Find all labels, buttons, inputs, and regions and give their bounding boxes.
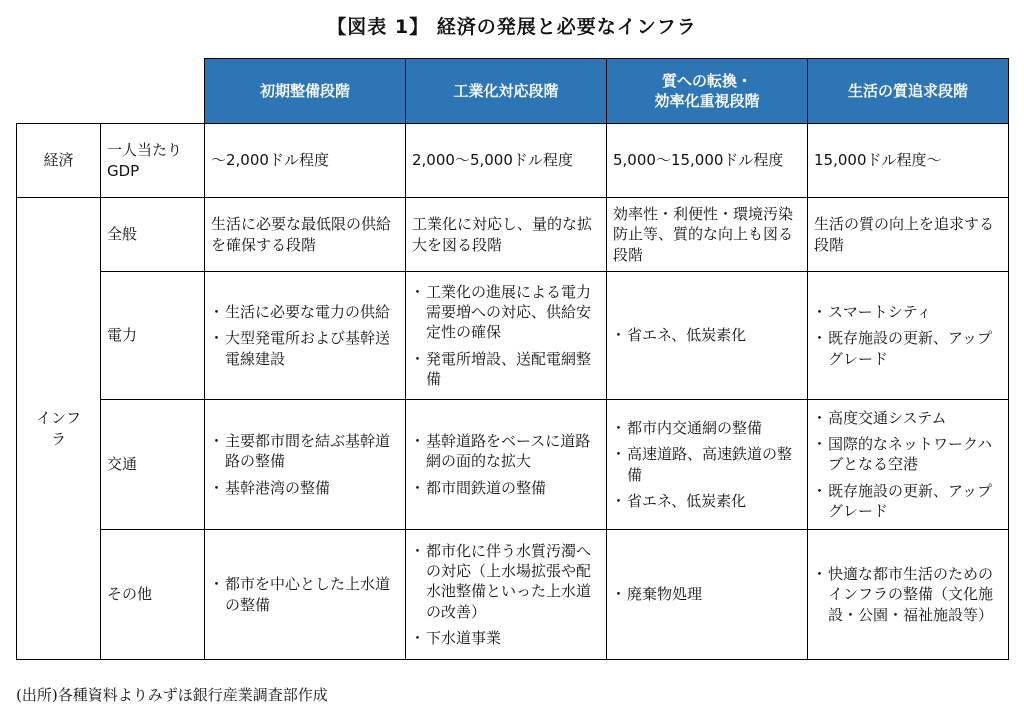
infra-cell bbox=[406, 272, 607, 400]
category-infrastructure: インフラ bbox=[17, 198, 101, 660]
subcategory-other: その他 bbox=[101, 530, 205, 660]
infra-cell bbox=[808, 530, 1009, 660]
bullet-list bbox=[814, 302, 1002, 369]
source-note: (出所)各種資料よりみずほ銀行産業調査部作成 bbox=[16, 686, 328, 704]
bullet-list bbox=[211, 302, 399, 369]
infra-row-power bbox=[17, 272, 1009, 400]
infra-cell bbox=[808, 400, 1009, 530]
bullet-item: ・ 下水道事業 bbox=[412, 628, 600, 648]
infra-cell: 生活の質の向上を追求する段階 bbox=[808, 198, 1009, 272]
bullet-item: ・ 既存施設の更新、アップグレード bbox=[814, 481, 1002, 522]
infra-cell bbox=[808, 272, 1009, 400]
bullet-list bbox=[613, 584, 801, 604]
gdp-cell: 2,000～5,000ドル程度 bbox=[406, 124, 607, 198]
bullet-item: ・ 廃棄物処理 bbox=[613, 584, 801, 604]
infra-cell: 生活に必要な最低限の供給を確保する段階 bbox=[205, 198, 406, 272]
bullet-item: ・ 発電所増設、送配電網整備 bbox=[412, 349, 600, 390]
infra-cell bbox=[406, 530, 607, 660]
phase-header-initial: 初期整備段階 bbox=[205, 59, 406, 124]
bullet-item: ・ 基幹道路をベースに道路網の面的な拡大 bbox=[412, 431, 600, 472]
subcategory-power: 電力 bbox=[101, 272, 205, 400]
economy-row bbox=[17, 124, 1009, 198]
bullet-item: ・ 都市を中心とした上水道の整備 bbox=[211, 574, 399, 615]
bullet-list bbox=[814, 408, 1002, 521]
infra-cell: 工業化に対応し、量的な拡大を図る段階 bbox=[406, 198, 607, 272]
bullet-item: ・ スマートシティ bbox=[814, 302, 1002, 322]
bullet-item: ・ 国際的なネットワークハブとなる空港 bbox=[814, 434, 1002, 475]
bullet-item: ・ 省エネ、低炭素化 bbox=[613, 491, 801, 511]
bullet-item: ・ 快適な都市生活のためのインフラの整備（文化施設・公園・福祉施設等） bbox=[814, 564, 1002, 625]
subcategory-gdp: 一人当たり GDP bbox=[101, 124, 205, 198]
bullet-list bbox=[613, 418, 801, 511]
phase-header-quality-efficiency: 質への転換・ 効率化重視段階 bbox=[607, 59, 808, 124]
infra-row-general bbox=[17, 198, 1009, 272]
phase-header-quality-of-life: 生活の質追求段階 bbox=[808, 59, 1009, 124]
bullet-list bbox=[211, 431, 399, 498]
subcategory-general: 全般 bbox=[101, 198, 205, 272]
bullet-item: ・ 生活に必要な電力の供給 bbox=[211, 302, 399, 322]
infra-row-transport bbox=[17, 400, 1009, 530]
bullet-item: ・ 都市化に伴う水質汚濁への対応（上水場拡張や配水池整備といった上水道の改善） bbox=[412, 541, 600, 622]
gdp-cell: 15,000ドル程度～ bbox=[808, 124, 1009, 198]
bullet-list bbox=[412, 282, 600, 389]
infrastructure-table bbox=[16, 58, 1009, 660]
bullet-item: ・ 都市内交通網の整備 bbox=[613, 418, 801, 438]
bullet-item: ・ 主要都市間を結ぶ基幹道路の整備 bbox=[211, 431, 399, 472]
bullet-item: ・ 大型発電所および基幹送電線建設 bbox=[211, 328, 399, 369]
bullet-item: ・ 都市間鉄道の整備 bbox=[412, 478, 600, 498]
gdp-cell: 5,000～15,000ドル程度 bbox=[607, 124, 808, 198]
infra-cell bbox=[607, 400, 808, 530]
bullet-list bbox=[613, 325, 801, 345]
bullet-list bbox=[412, 431, 600, 498]
header-blank-cell bbox=[17, 59, 205, 124]
subcategory-transport: 交通 bbox=[101, 400, 205, 530]
bullet-list bbox=[412, 541, 600, 648]
infra-cell: 効率性・利便性・環境汚染防止等、質的な向上も図る段階 bbox=[607, 198, 808, 272]
header-row bbox=[17, 59, 1009, 124]
bullet-item: ・ 工業化の進展による電力需要増への対応、供給安定性の確保 bbox=[412, 282, 600, 343]
bullet-list bbox=[211, 574, 399, 615]
bullet-item: ・ 省エネ、低炭素化 bbox=[613, 325, 801, 345]
infra-cell bbox=[205, 530, 406, 660]
bullet-item: ・ 既存施設の更新、アップグレード bbox=[814, 328, 1002, 369]
gdp-cell: ～2,000ドル程度 bbox=[205, 124, 406, 198]
bullet-list bbox=[814, 564, 1002, 625]
infra-cell bbox=[607, 530, 808, 660]
infra-cell bbox=[205, 400, 406, 530]
bullet-item: ・ 基幹港湾の整備 bbox=[211, 478, 399, 498]
infra-cell bbox=[205, 272, 406, 400]
infra-row-other bbox=[17, 530, 1009, 660]
infra-cell bbox=[406, 400, 607, 530]
page-title: 【図表 1】 経済の発展と必要なインフラ bbox=[327, 16, 697, 38]
bullet-item: ・ 高速道路、高速鉄道の整備 bbox=[613, 444, 801, 485]
bullet-item: ・ 高度交通システム bbox=[814, 408, 1002, 428]
phase-header-industrial: 工業化対応段階 bbox=[406, 59, 607, 124]
category-economy: 経済 bbox=[17, 124, 101, 198]
infra-cell bbox=[607, 272, 808, 400]
